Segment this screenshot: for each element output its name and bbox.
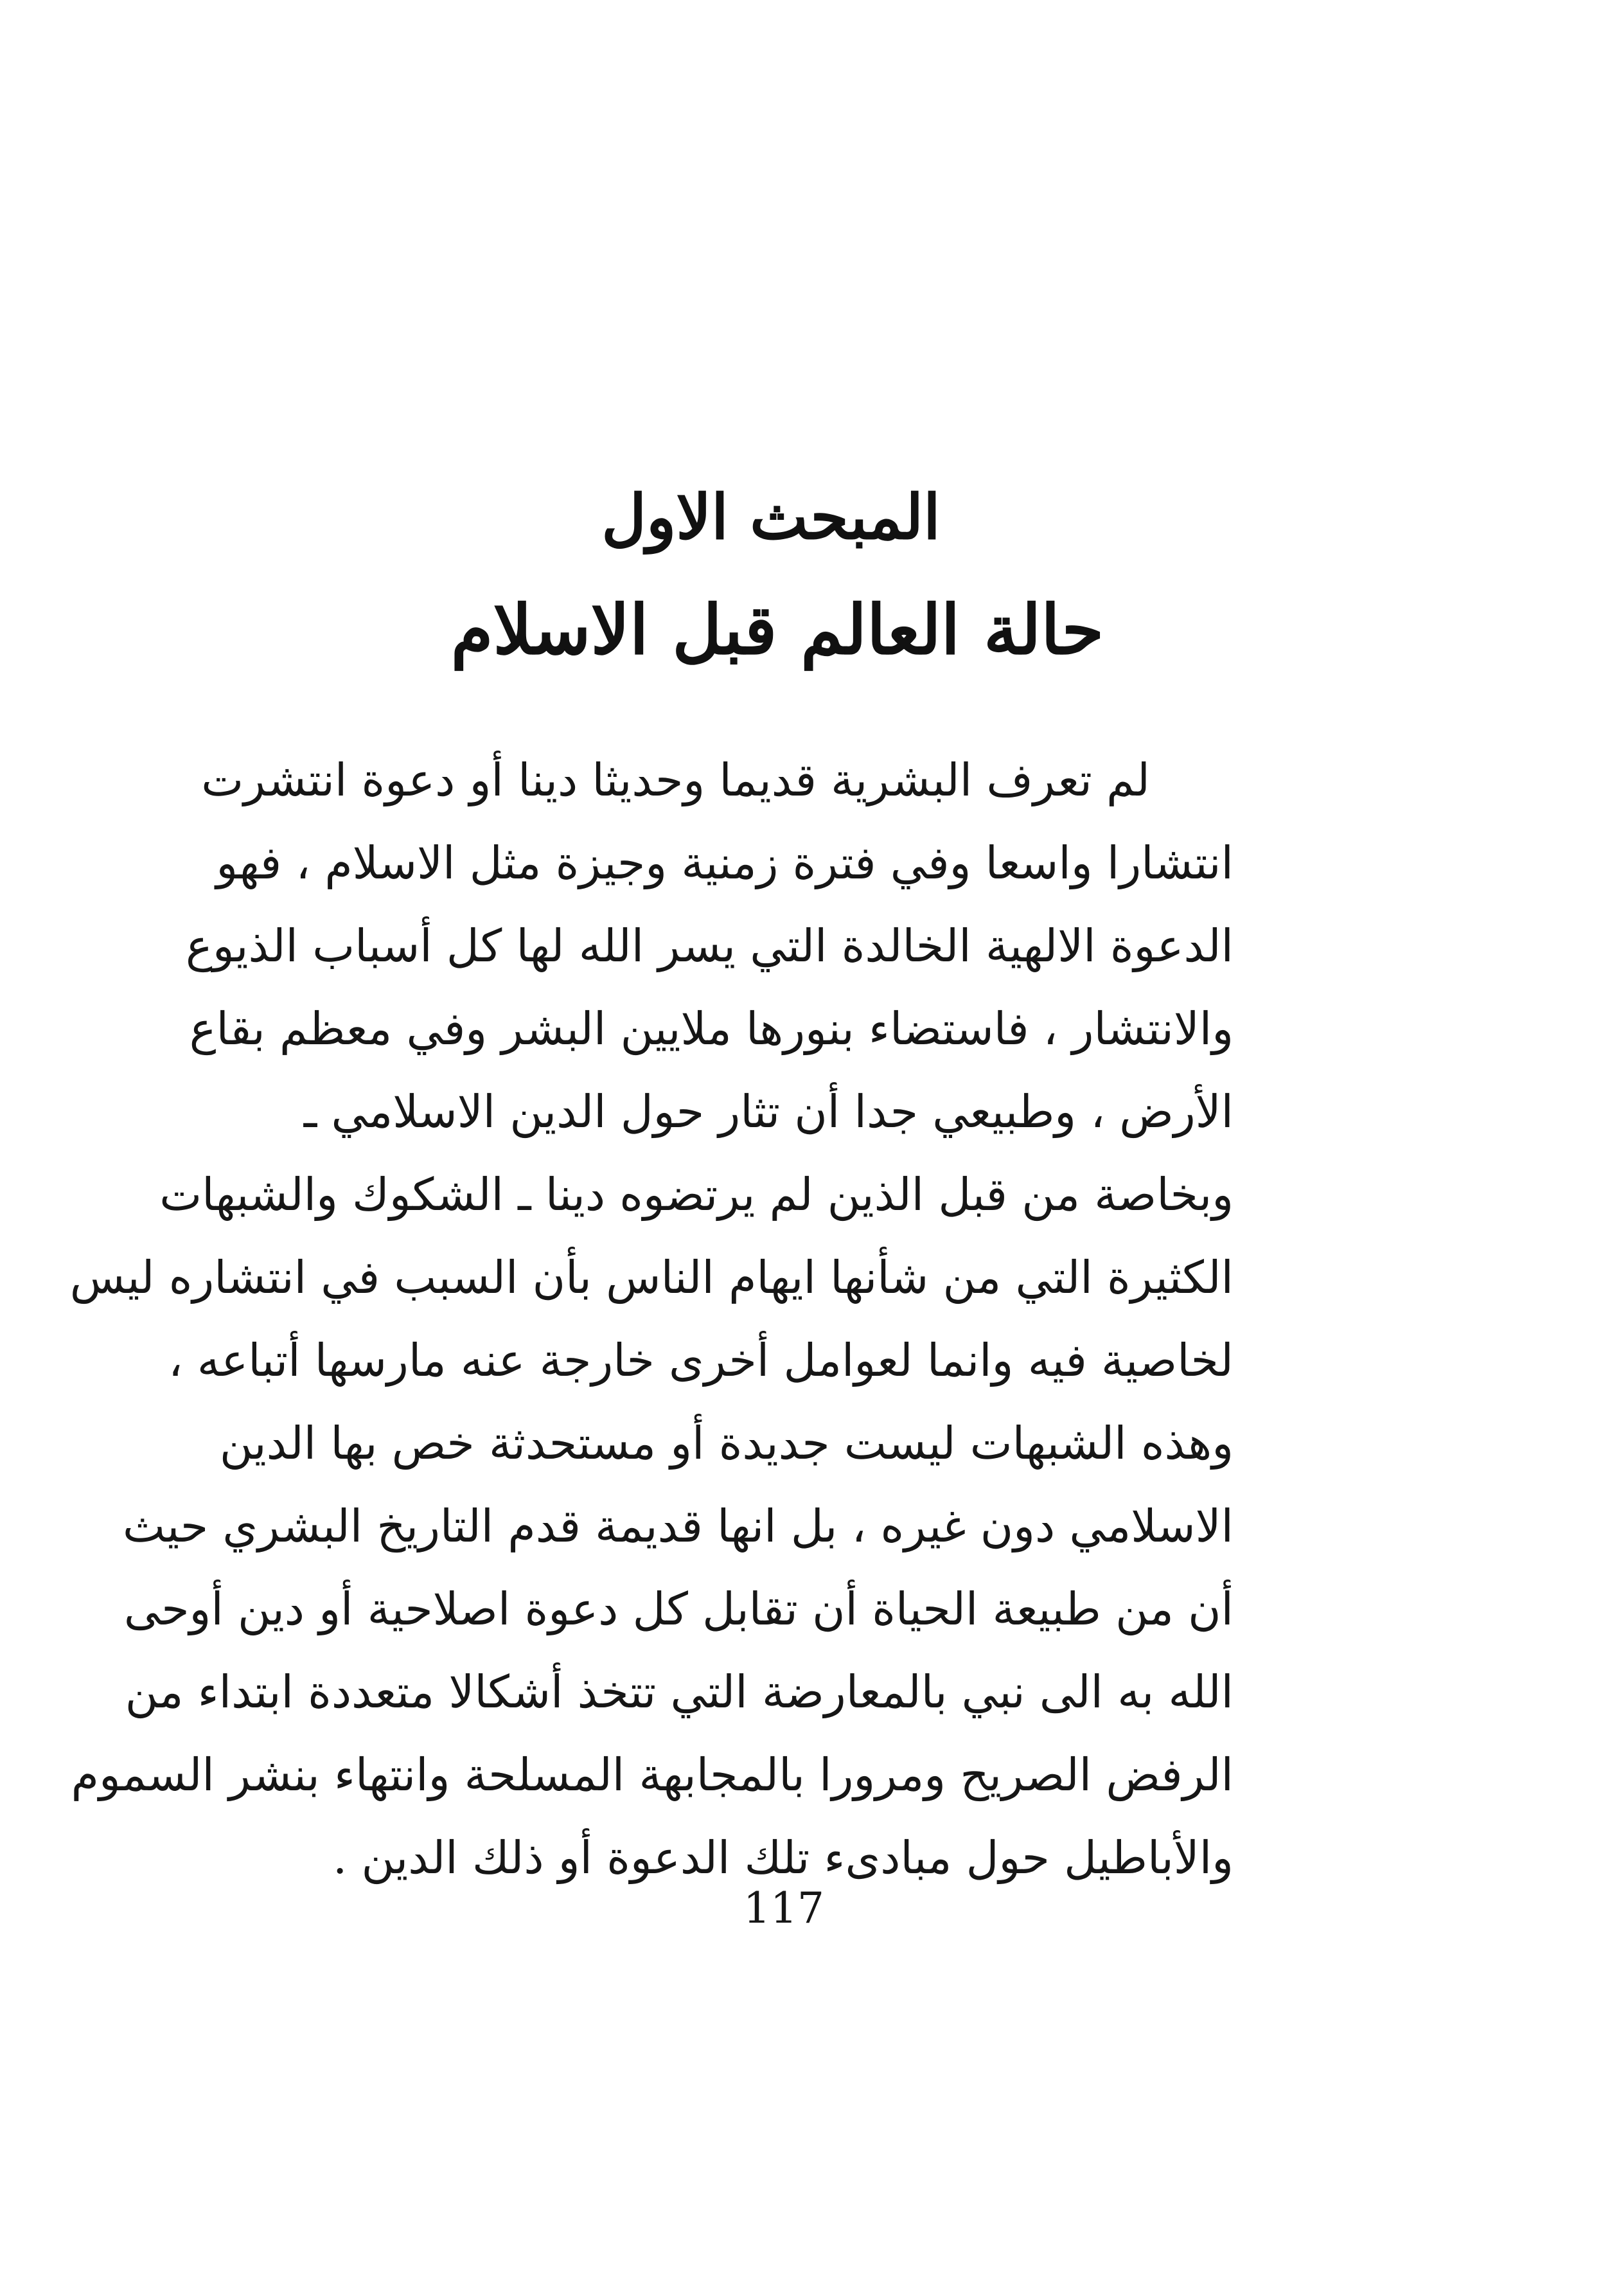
paragraph-line: والأباطيل حول مبادىء تلك الدعوة أو ذلك الدين . xyxy=(332,1831,1234,1884)
paragraph-line: الدعوة الالهية الخالدة التي يسر الله لها كل أسباب الذيوع xyxy=(186,920,1234,972)
paragraph-line: الله به الى نبي بالمعارضة التي تتخذ أشكالا متعددة ابتداء من xyxy=(125,1666,1234,1718)
paragraph-line: الاسلامي دون غيره ، بل انها قديمة قدم التاريخ البشري حيث xyxy=(123,1500,1234,1553)
page-number: 117 xyxy=(743,1883,824,1933)
paragraph-line: لخاصية فيه وانما لعوامل أخرى خارجة عنه مارسها أتباعه ، xyxy=(168,1334,1234,1387)
paragraph-line: الرفض الصريح ومرورا بالمجابهة المسلحة وانتهاء بنشر السموم xyxy=(71,1749,1234,1801)
paragraph-line: لم تعرف البشرية قديما وحديثا دينا أو دعوة انتشرت xyxy=(201,754,1150,806)
paragraph-line: والانتشار ، فاستضاء بنورها ملايين البشر وفي معظم بقاع xyxy=(189,1002,1234,1055)
body-paragraph xyxy=(69,739,1234,1900)
chapter-title: حالة العالم قبل الاسلام xyxy=(450,589,1104,670)
paragraph-line: أن من طبيعة الحياة أن تقابل كل دعوة اصلاحية أو دين أوحى xyxy=(123,1583,1234,1635)
paragraph-line: وهذه الشبهات ليست جديدة أو مستحدثة خص بها الدين xyxy=(219,1417,1234,1470)
paragraph-line: الأرض ، وطبيعي جدا أن تثار حول الدين الاسلامي ـ xyxy=(303,1085,1234,1138)
paragraph-line: انتشارا واسعا وفي فترة زمنية وجيزة مثل الاسلام ، فهو xyxy=(216,837,1234,889)
paragraph-line: الكثيرة التي من شأنها ايهام الناس بأن السبب في انتشاره ليس xyxy=(69,1251,1234,1304)
paragraph-line: وبخاصة من قبل الذين لم يرتضوه دينا ـ الشكوك والشبهات xyxy=(159,1168,1234,1221)
section-heading: المبحث الاول xyxy=(601,481,941,553)
